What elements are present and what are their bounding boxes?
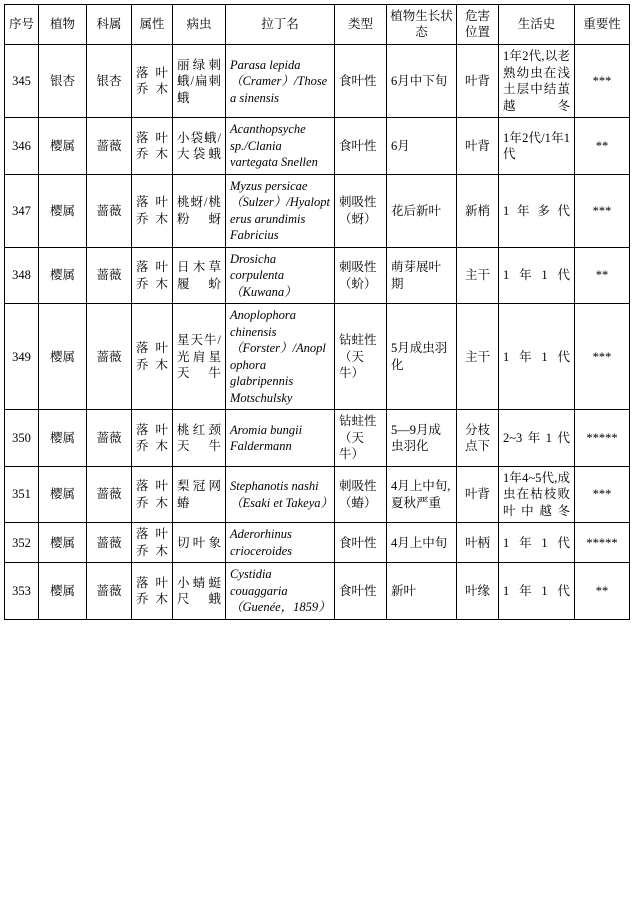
cell-latin-name: Anoplophora chinensis（Forster）/Anoplophora glabripennis Motschulsky: [226, 304, 335, 410]
cell-growth-state: 4月上中旬: [387, 523, 457, 563]
cell-importance: ***: [575, 466, 630, 523]
cell-type: 刺吸性（蚜）: [335, 174, 387, 247]
cell-type: 食叶性: [335, 523, 387, 563]
cell-latin-name: Cystidia couaggaria（Guenée，1859）: [226, 563, 335, 620]
cell-plant: 樱属: [39, 174, 87, 247]
column-header-damage-site: 危害位置: [457, 5, 499, 45]
cell-attribute: 落叶乔木: [132, 118, 173, 175]
cell-pest: 日木草履蚧: [173, 247, 226, 304]
cell-plant: 樱属: [39, 304, 87, 410]
cell-pest: 星天牛/光肩星天牛: [173, 304, 226, 410]
column-header-seq: 序号: [5, 5, 39, 45]
cell-plant: 樱属: [39, 247, 87, 304]
cell-life-history: 2~3年1代: [499, 410, 575, 467]
cell-growth-state: 5—9月成虫羽化: [387, 410, 457, 467]
cell-family: 银杏: [87, 45, 132, 118]
cell-life-history: 1年多代: [499, 174, 575, 247]
cell-pest: 梨冠网蝽: [173, 466, 226, 523]
cell-damage-site: 主干: [457, 247, 499, 304]
cell-family: 蔷薇: [87, 304, 132, 410]
column-header-growth-state: 植物生长状态: [387, 5, 457, 45]
cell-sequence: 350: [5, 410, 39, 467]
column-header-life-history: 生活史: [499, 5, 575, 45]
cell-damage-site: 叶背: [457, 118, 499, 175]
cell-latin-name: Acanthopsyche sp./Clania vartegata Snellen: [226, 118, 335, 175]
cell-family: 蔷薇: [87, 563, 132, 620]
cell-sequence: 345: [5, 45, 39, 118]
cell-type: 食叶性: [335, 118, 387, 175]
table-header: [5, 5, 630, 45]
cell-attribute: 落叶乔木: [132, 410, 173, 467]
cell-sequence: 349: [5, 304, 39, 410]
cell-latin-name: Stephanotis nashi（Esaki et Takeya）: [226, 466, 335, 523]
cell-family: 蔷薇: [87, 174, 132, 247]
cell-growth-state: 新叶: [387, 563, 457, 620]
cell-pest: 小蜻蜓尺蛾: [173, 563, 226, 620]
table-row: [5, 45, 630, 118]
column-header-family: 科属: [87, 5, 132, 45]
table-row: [5, 118, 630, 175]
cell-family: 蔷薇: [87, 523, 132, 563]
cell-growth-state: 萌芽展叶期: [387, 247, 457, 304]
table-row: [5, 466, 630, 523]
column-header-pest: 病虫: [173, 5, 226, 45]
cell-plant: 樱属: [39, 523, 87, 563]
cell-growth-state: 5月成虫羽化: [387, 304, 457, 410]
cell-growth-state: 4月上中旬,夏秋严重: [387, 466, 457, 523]
cell-type: 钻蛀性（天牛）: [335, 304, 387, 410]
cell-damage-site: 叶背: [457, 45, 499, 118]
cell-damage-site: 分枝点下: [457, 410, 499, 467]
table-body: [5, 45, 630, 620]
cell-latin-name: Aromia bungii Faldermann: [226, 410, 335, 467]
column-header-latin-name: 拉丁名: [226, 5, 335, 45]
cell-sequence: 352: [5, 523, 39, 563]
cell-importance: **: [575, 247, 630, 304]
cell-pest: 桃蚜/桃粉蚜: [173, 174, 226, 247]
cell-life-history: 1年1代: [499, 304, 575, 410]
table-row: [5, 523, 630, 563]
cell-life-history: 1年2代/1年1代: [499, 118, 575, 175]
table-row: [5, 563, 630, 620]
cell-importance: **: [575, 563, 630, 620]
cell-pest: 丽绿刺蛾/扁刺蛾: [173, 45, 226, 118]
cell-life-history: 1年2代,以老熟幼虫在浅土层中结茧越冬: [499, 45, 575, 118]
column-header-attribute: 属性: [132, 5, 173, 45]
cell-life-history: 1年1代: [499, 523, 575, 563]
cell-family: 蔷薇: [87, 466, 132, 523]
column-header-type: 类型: [335, 5, 387, 45]
cell-life-history: 1年1代: [499, 247, 575, 304]
cell-damage-site: 叶缘: [457, 563, 499, 620]
table-row: [5, 174, 630, 247]
column-header-importance: 重要性: [575, 5, 630, 45]
cell-plant: 樱属: [39, 563, 87, 620]
cell-life-history: 1年1代: [499, 563, 575, 620]
cell-pest: 切叶象: [173, 523, 226, 563]
cell-attribute: 落叶乔木: [132, 466, 173, 523]
cell-damage-site: 叶背: [457, 466, 499, 523]
cell-type: 食叶性: [335, 563, 387, 620]
cell-family: 蔷薇: [87, 410, 132, 467]
cell-plant: 樱属: [39, 410, 87, 467]
cell-importance: *****: [575, 523, 630, 563]
cell-growth-state: 6月: [387, 118, 457, 175]
table-row: [5, 304, 630, 410]
cell-sequence: 348: [5, 247, 39, 304]
cell-attribute: 落叶乔木: [132, 174, 173, 247]
cell-sequence: 351: [5, 466, 39, 523]
cell-family: 蔷薇: [87, 118, 132, 175]
cell-importance: ***: [575, 174, 630, 247]
table-row: [5, 410, 630, 467]
cell-latin-name: Drosicha corpulenta（Kuwana）: [226, 247, 335, 304]
header-row: [5, 5, 630, 45]
cell-attribute: 落叶乔木: [132, 304, 173, 410]
cell-importance: *****: [575, 410, 630, 467]
cell-importance: ***: [575, 45, 630, 118]
cell-type: 钻蛀性（天牛）: [335, 410, 387, 467]
cell-pest: 小袋蛾/大袋蛾: [173, 118, 226, 175]
cell-attribute: 落叶乔木: [132, 523, 173, 563]
cell-plant: 樱属: [39, 466, 87, 523]
table-row: [5, 247, 630, 304]
cell-sequence: 346: [5, 118, 39, 175]
cell-plant: 银杏: [39, 45, 87, 118]
cell-family: 蔷薇: [87, 247, 132, 304]
cell-attribute: 落叶乔木: [132, 563, 173, 620]
cell-type: 刺吸性（蚧）: [335, 247, 387, 304]
cell-latin-name: Aderorhinus crioceroides: [226, 523, 335, 563]
cell-life-history: 1年4~5代,成虫在枯枝败叶中越冬: [499, 466, 575, 523]
cell-damage-site: 主干: [457, 304, 499, 410]
cell-sequence: 353: [5, 563, 39, 620]
cell-sequence: 347: [5, 174, 39, 247]
cell-attribute: 落叶乔木: [132, 45, 173, 118]
cell-plant: 樱属: [39, 118, 87, 175]
cell-pest: 桃红颈天牛: [173, 410, 226, 467]
cell-type: 刺吸性（蝽）: [335, 466, 387, 523]
pest-table: [4, 4, 630, 620]
cell-importance: **: [575, 118, 630, 175]
cell-growth-state: 花后新叶: [387, 174, 457, 247]
cell-damage-site: 叶柄: [457, 523, 499, 563]
cell-importance: ***: [575, 304, 630, 410]
cell-latin-name: Myzus persicae（Sulzer）/Hyalopterus arundimis Fabricius: [226, 174, 335, 247]
column-header-plant: 植物: [39, 5, 87, 45]
cell-type: 食叶性: [335, 45, 387, 118]
cell-growth-state: 6月中下旬: [387, 45, 457, 118]
cell-damage-site: 新梢: [457, 174, 499, 247]
cell-attribute: 落叶乔木: [132, 247, 173, 304]
cell-latin-name: Parasa lepida（Cramer）/Thosea sinensis: [226, 45, 335, 118]
